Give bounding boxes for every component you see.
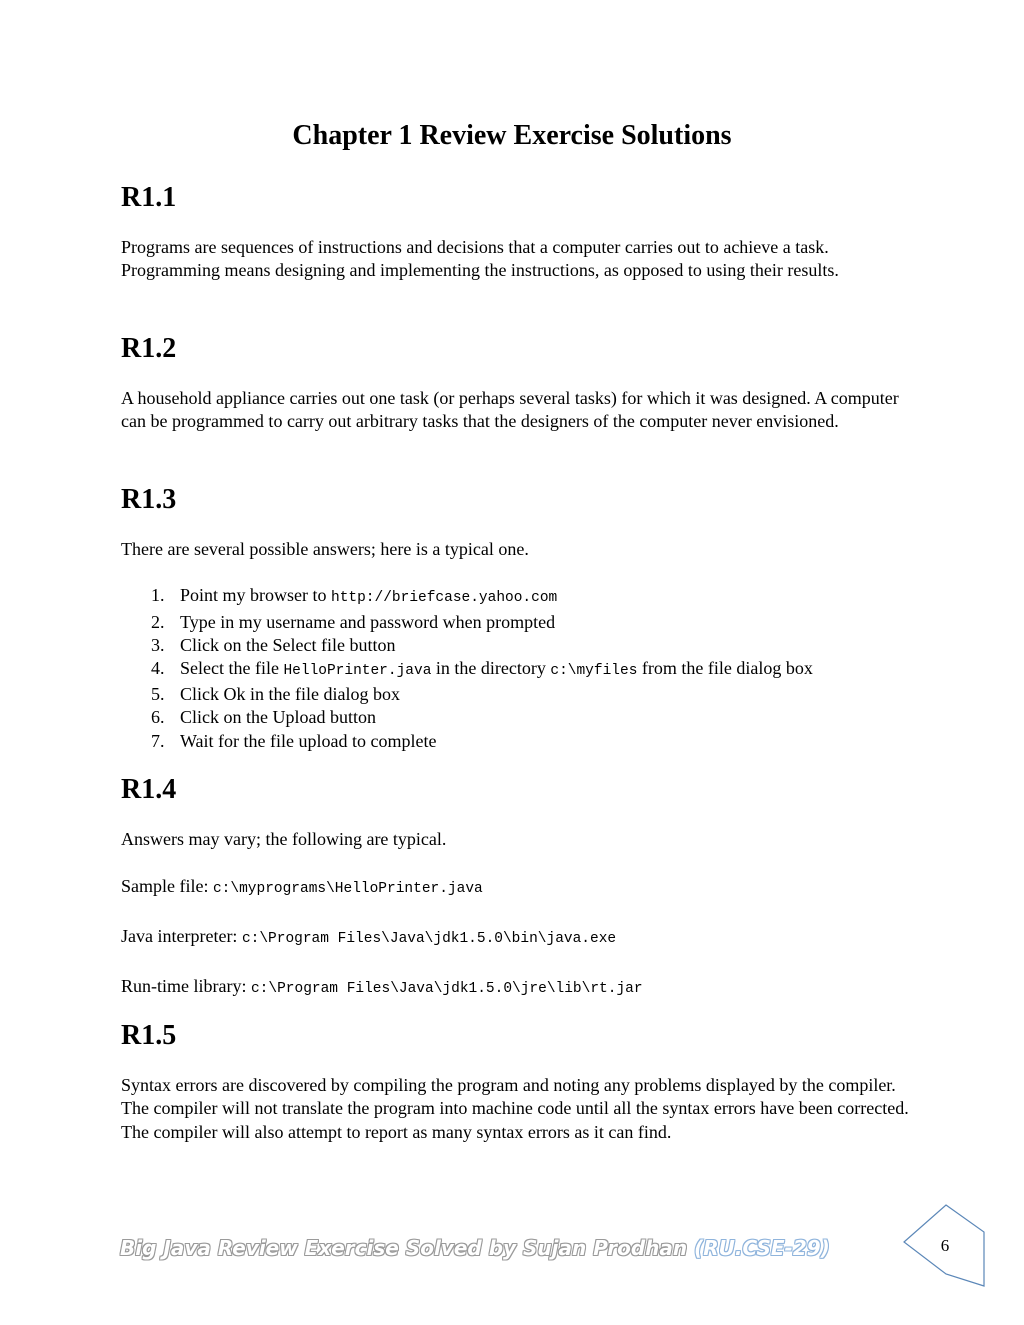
section-heading: R1.4 — [121, 774, 177, 805]
steps-list — [121, 584, 911, 752]
list-item: 6. Click on the Upload button — [151, 707, 376, 728]
section-heading: R1.1 — [121, 182, 177, 213]
section-paragraph: Syntax errors are discovered by compiling the program and noting any problems displayed by the compiler. The compiler will not translate the program into machine code until all the syntax errors have been corrected. The compiler will also attempt to report as many syntax errors as it can find. — [121, 1075, 909, 1142]
section-heading: R1.3 — [121, 484, 177, 515]
list-item: 5. Click Ok in the file dialog box — [151, 684, 400, 705]
section-paragraph: Programs are sequences of instructions and decisions that a computer carries out to achieve a task. Programming means designing and implementing the instructions, as opposed to using their results. — [121, 237, 839, 281]
code-path: c:\Program Files\Java\jdk1.5.0\bin\java.exe — [241, 931, 617, 948]
code-url: http://briefcase.yahoo.com — [331, 590, 558, 607]
section-heading: R1.2 — [121, 333, 177, 364]
section-r1-4 — [121, 773, 911, 1001]
list-item: 7. Wait for the file upload to complete — [151, 730, 437, 751]
sample-file-line: Sample file: c:\myprograms\HelloPrinter.java — [121, 876, 483, 898]
footer-credit: Big Java Review Exercise Solved by Sujan Prodhan (RU.CSE-29) — [120, 1236, 830, 1260]
section-paragraph: There are several possible answers; here is a typical one. — [121, 539, 529, 559]
list-item: 3. Click on the Select file button — [151, 634, 396, 655]
java-interpreter-line: Java interpreter: c:\Program Files\Java\jdk1.5.0\bin\java.exe — [121, 926, 617, 948]
page-title: Chapter 1 Review Exercise Solutions — [292, 120, 732, 151]
code-path: c:\myprograms\HelloPrinter.java — [212, 881, 483, 898]
section-r1-5 — [121, 1019, 911, 1144]
section-heading: R1.5 — [121, 1020, 177, 1051]
runtime-library-line: Run-time library: c:\Program Files\Java\jdk1.5.0\jre\lib\rt.jar — [121, 976, 643, 998]
section-paragraph: A household appliance carries out one task (or perhaps several tasks) for which it was designed. A computer can be programmed to carry out arbitrary tasks that the designers of the computer never envisioned. — [121, 388, 899, 432]
list-item: 4. Select the file HelloPrinter.java in the directory c:\myfiles from the file dialog box — [151, 657, 813, 679]
section-r1-2 — [121, 332, 911, 434]
code-filename: HelloPrinter.java — [283, 662, 432, 679]
list-item: 1. Point my browser to http://briefcase.yahoo.com — [151, 585, 558, 607]
footer-tag: (RU.CSE-29) — [694, 1236, 830, 1260]
section-paragraph: Answers may vary; the following are typical. — [121, 829, 447, 849]
list-item: 2. Type in my username and password when prompted — [151, 611, 556, 632]
section-r1-3 — [121, 483, 911, 753]
page-number: 6 — [940, 1236, 950, 1255]
code-path: c:\Program Files\Java\jdk1.5.0\jre\lib\rt.jar — [250, 981, 643, 998]
section-r1-1 — [121, 181, 911, 283]
code-directory: c:\myfiles — [550, 662, 638, 679]
